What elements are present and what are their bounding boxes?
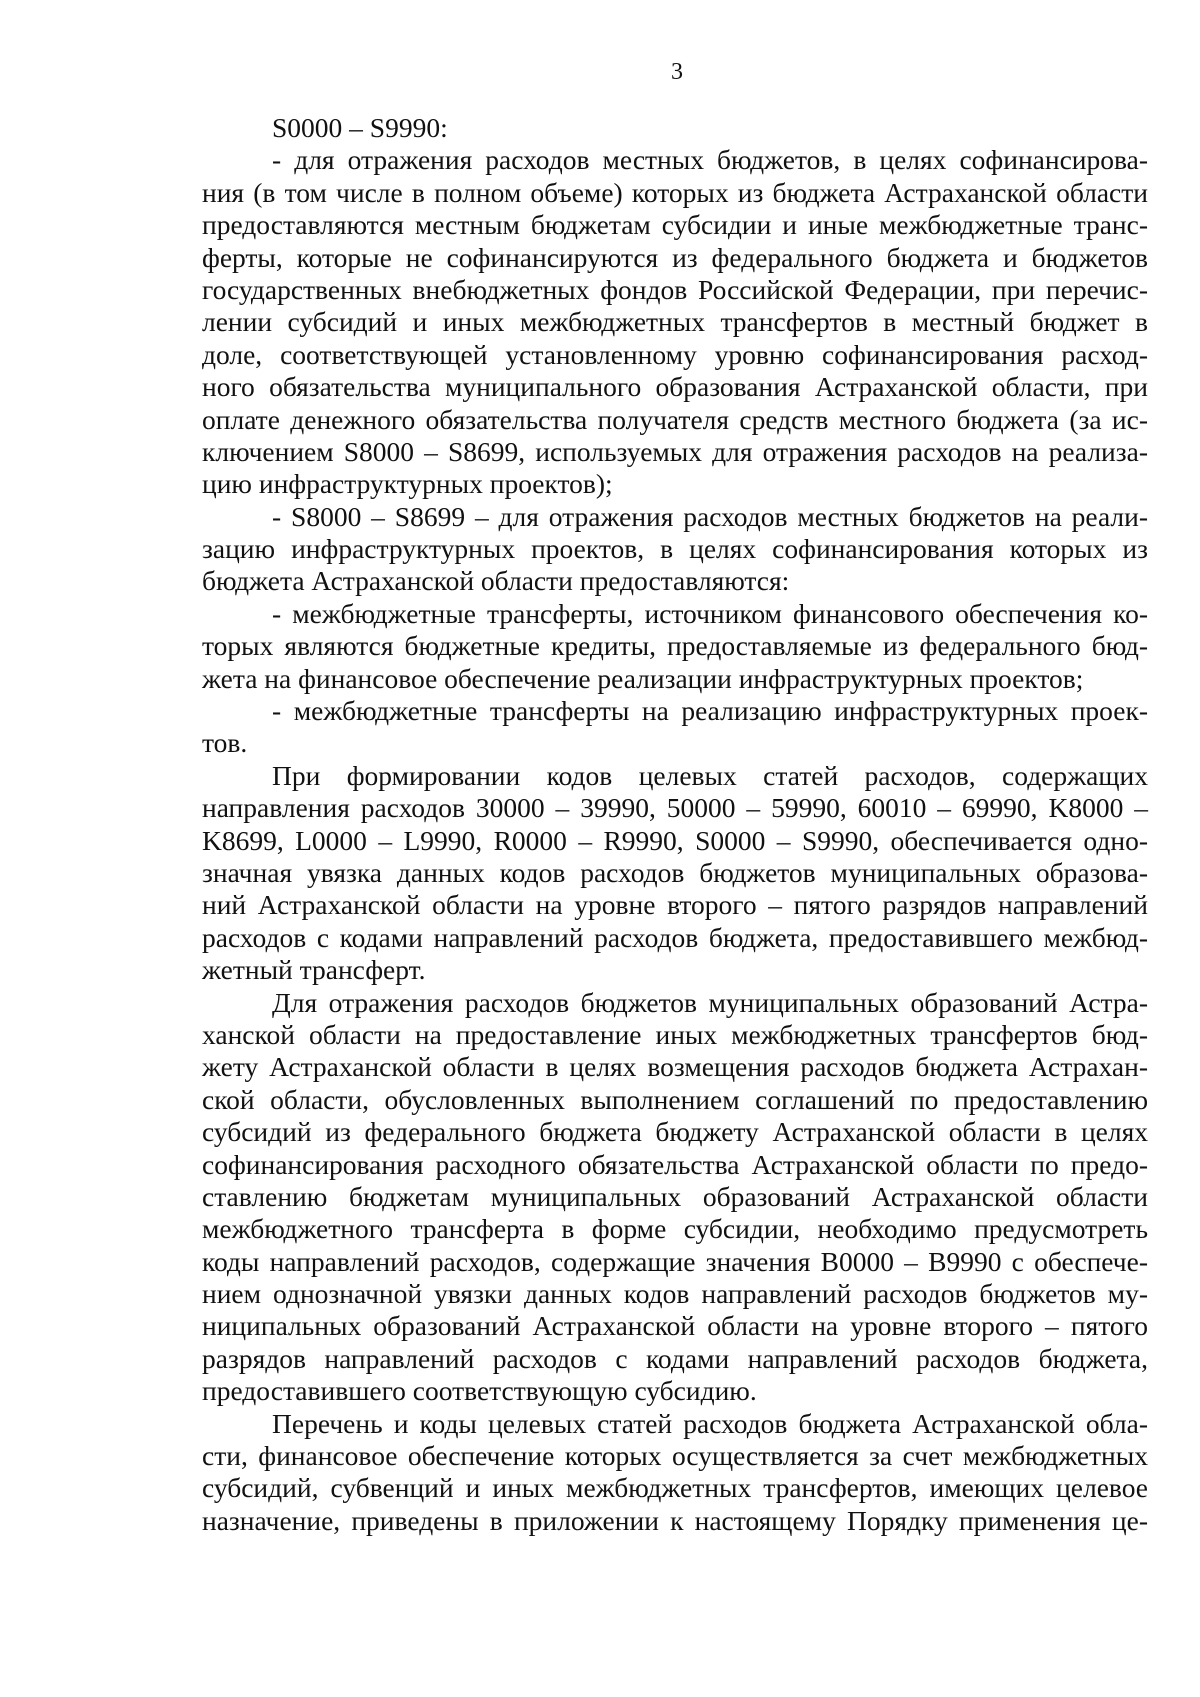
text-line: ниципальных образований Астраханской области на уровне второго – пятого: [202, 1310, 1148, 1342]
text-line: ханской области на предоставление иных межбюджетных трансфертов бюд-: [202, 1018, 1148, 1050]
text-line: Перечень и коды целевых статей расходов бюджета Астраханской обла-: [272, 1407, 1148, 1439]
text-line: бюджета Астраханской области предоставляются:: [202, 565, 790, 597]
text-line: ской области, обусловленных выполнением соглашений по предоставлению: [202, 1083, 1148, 1115]
text-line: жета на финансовое обеспечение реализации инфраструктурных проектов;: [202, 662, 1084, 694]
text-line: предоставившего соответствующую субсидию.: [202, 1375, 757, 1407]
text-line: лении субсидий и иных межбюджетных трансфертов в местный бюджет в: [202, 306, 1148, 338]
text-line: сти, финансовое обеспечение которых осуществляется за счет межбюджетных: [202, 1440, 1148, 1472]
text-line: ферты, которые не софинансируются из федерального бюджета и бюджетов: [202, 241, 1148, 273]
text-line: назначение, приведены в приложении к настоящему Порядку применения це-: [202, 1504, 1148, 1536]
text-line: субсидий из федерального бюджета бюджету Астраханской области в целях: [202, 1116, 1148, 1148]
text-line: жетный трансферт.: [202, 954, 426, 986]
page-number: 3: [671, 59, 683, 85]
text-line: торых являются бюджетные кредиты, предоставляемые из федерального бюд-: [202, 630, 1148, 662]
text-line: ния (в том числе в полном объеме) которых из бюджета Астраханской области: [202, 176, 1148, 208]
text-line: направления расходов 30000 – 39990, 50000 – 59990, 60010 – 69990, K8000 –: [202, 792, 1148, 824]
document-body: [202, 112, 1148, 1537]
text-line: При формировании кодов целевых статей расходов, содержащих: [272, 759, 1148, 791]
text-line: межбюджетного трансферта в форме субсидии, необходимо предусмотреть: [202, 1213, 1148, 1245]
text-line: государственных внебюджетных фондов Российской Федерации, при перечис-: [202, 273, 1148, 305]
text-line: Для отражения расходов бюджетов муниципальных образований Астра-: [272, 986, 1148, 1018]
text-line: предоставляются местным бюджетам субсидии и иные межбюджетные транс-: [202, 209, 1148, 241]
text-line: софинансирования расходного обязательства Астраханской области по предо-: [202, 1148, 1148, 1180]
text-line: значная увязка данных кодов расходов бюджетов муниципальных образова-: [202, 856, 1148, 888]
text-line: разрядов направлений расходов с кодами направлений расходов бюджета,: [202, 1342, 1148, 1374]
text-line: цию инфраструктурных проектов);: [202, 468, 613, 500]
text-line: ключением S8000 – S8699, используемых для отражения расходов на реализа-: [202, 435, 1148, 467]
text-line: доле, соответствующей установленному уровню софинансирования расход-: [202, 338, 1148, 370]
text-line: - S8000 – S8699 – для отражения расходов местных бюджетов на реали-: [272, 500, 1148, 532]
text-line: ний Астраханской области на уровне второго – пятого разрядов направлений: [202, 889, 1148, 921]
text-line: ного обязательства муниципального образования Астраханской области, при: [202, 371, 1148, 403]
text-line: S0000 – S9990:: [272, 112, 448, 143]
text-line: - межбюджетные трансферты на реализацию инфраструктурных проек-: [272, 695, 1148, 727]
text-line: субсидий, субвенций и иных межбюджетных трансфертов, имеющих целевое: [202, 1472, 1148, 1504]
text-line: - для отражения расходов местных бюджетов, в целях софинансирова-: [272, 144, 1148, 176]
text-line: тов.: [202, 727, 248, 759]
text-line: оплате денежного обязательства получателя средств местного бюджета (за ис-: [202, 403, 1148, 435]
text-line: K8699, L0000 – L9990, R0000 – R9990, S0000 – S9990, обеспечивается одно-: [202, 824, 1148, 856]
text-line: ставлению бюджетам муниципальных образований Астраханской области: [202, 1180, 1148, 1212]
text-line: зацию инфраструктурных проектов, в целях софинансирования которых из: [202, 533, 1148, 565]
text-line: расходов с кодами направлений расходов бюджета, предоставившего межбюд-: [202, 921, 1148, 953]
text-line: жету Астраханской области в целях возмещения расходов бюджета Астрахан-: [202, 1051, 1148, 1083]
text-line: - межбюджетные трансферты, источником финансового обеспечения ко-: [272, 597, 1148, 629]
text-line: нием однозначной увязки данных кодов направлений расходов бюджетов му-: [202, 1278, 1148, 1310]
text-line: коды направлений расходов, содержащие значения B0000 – B9990 с обеспече-: [202, 1245, 1148, 1277]
